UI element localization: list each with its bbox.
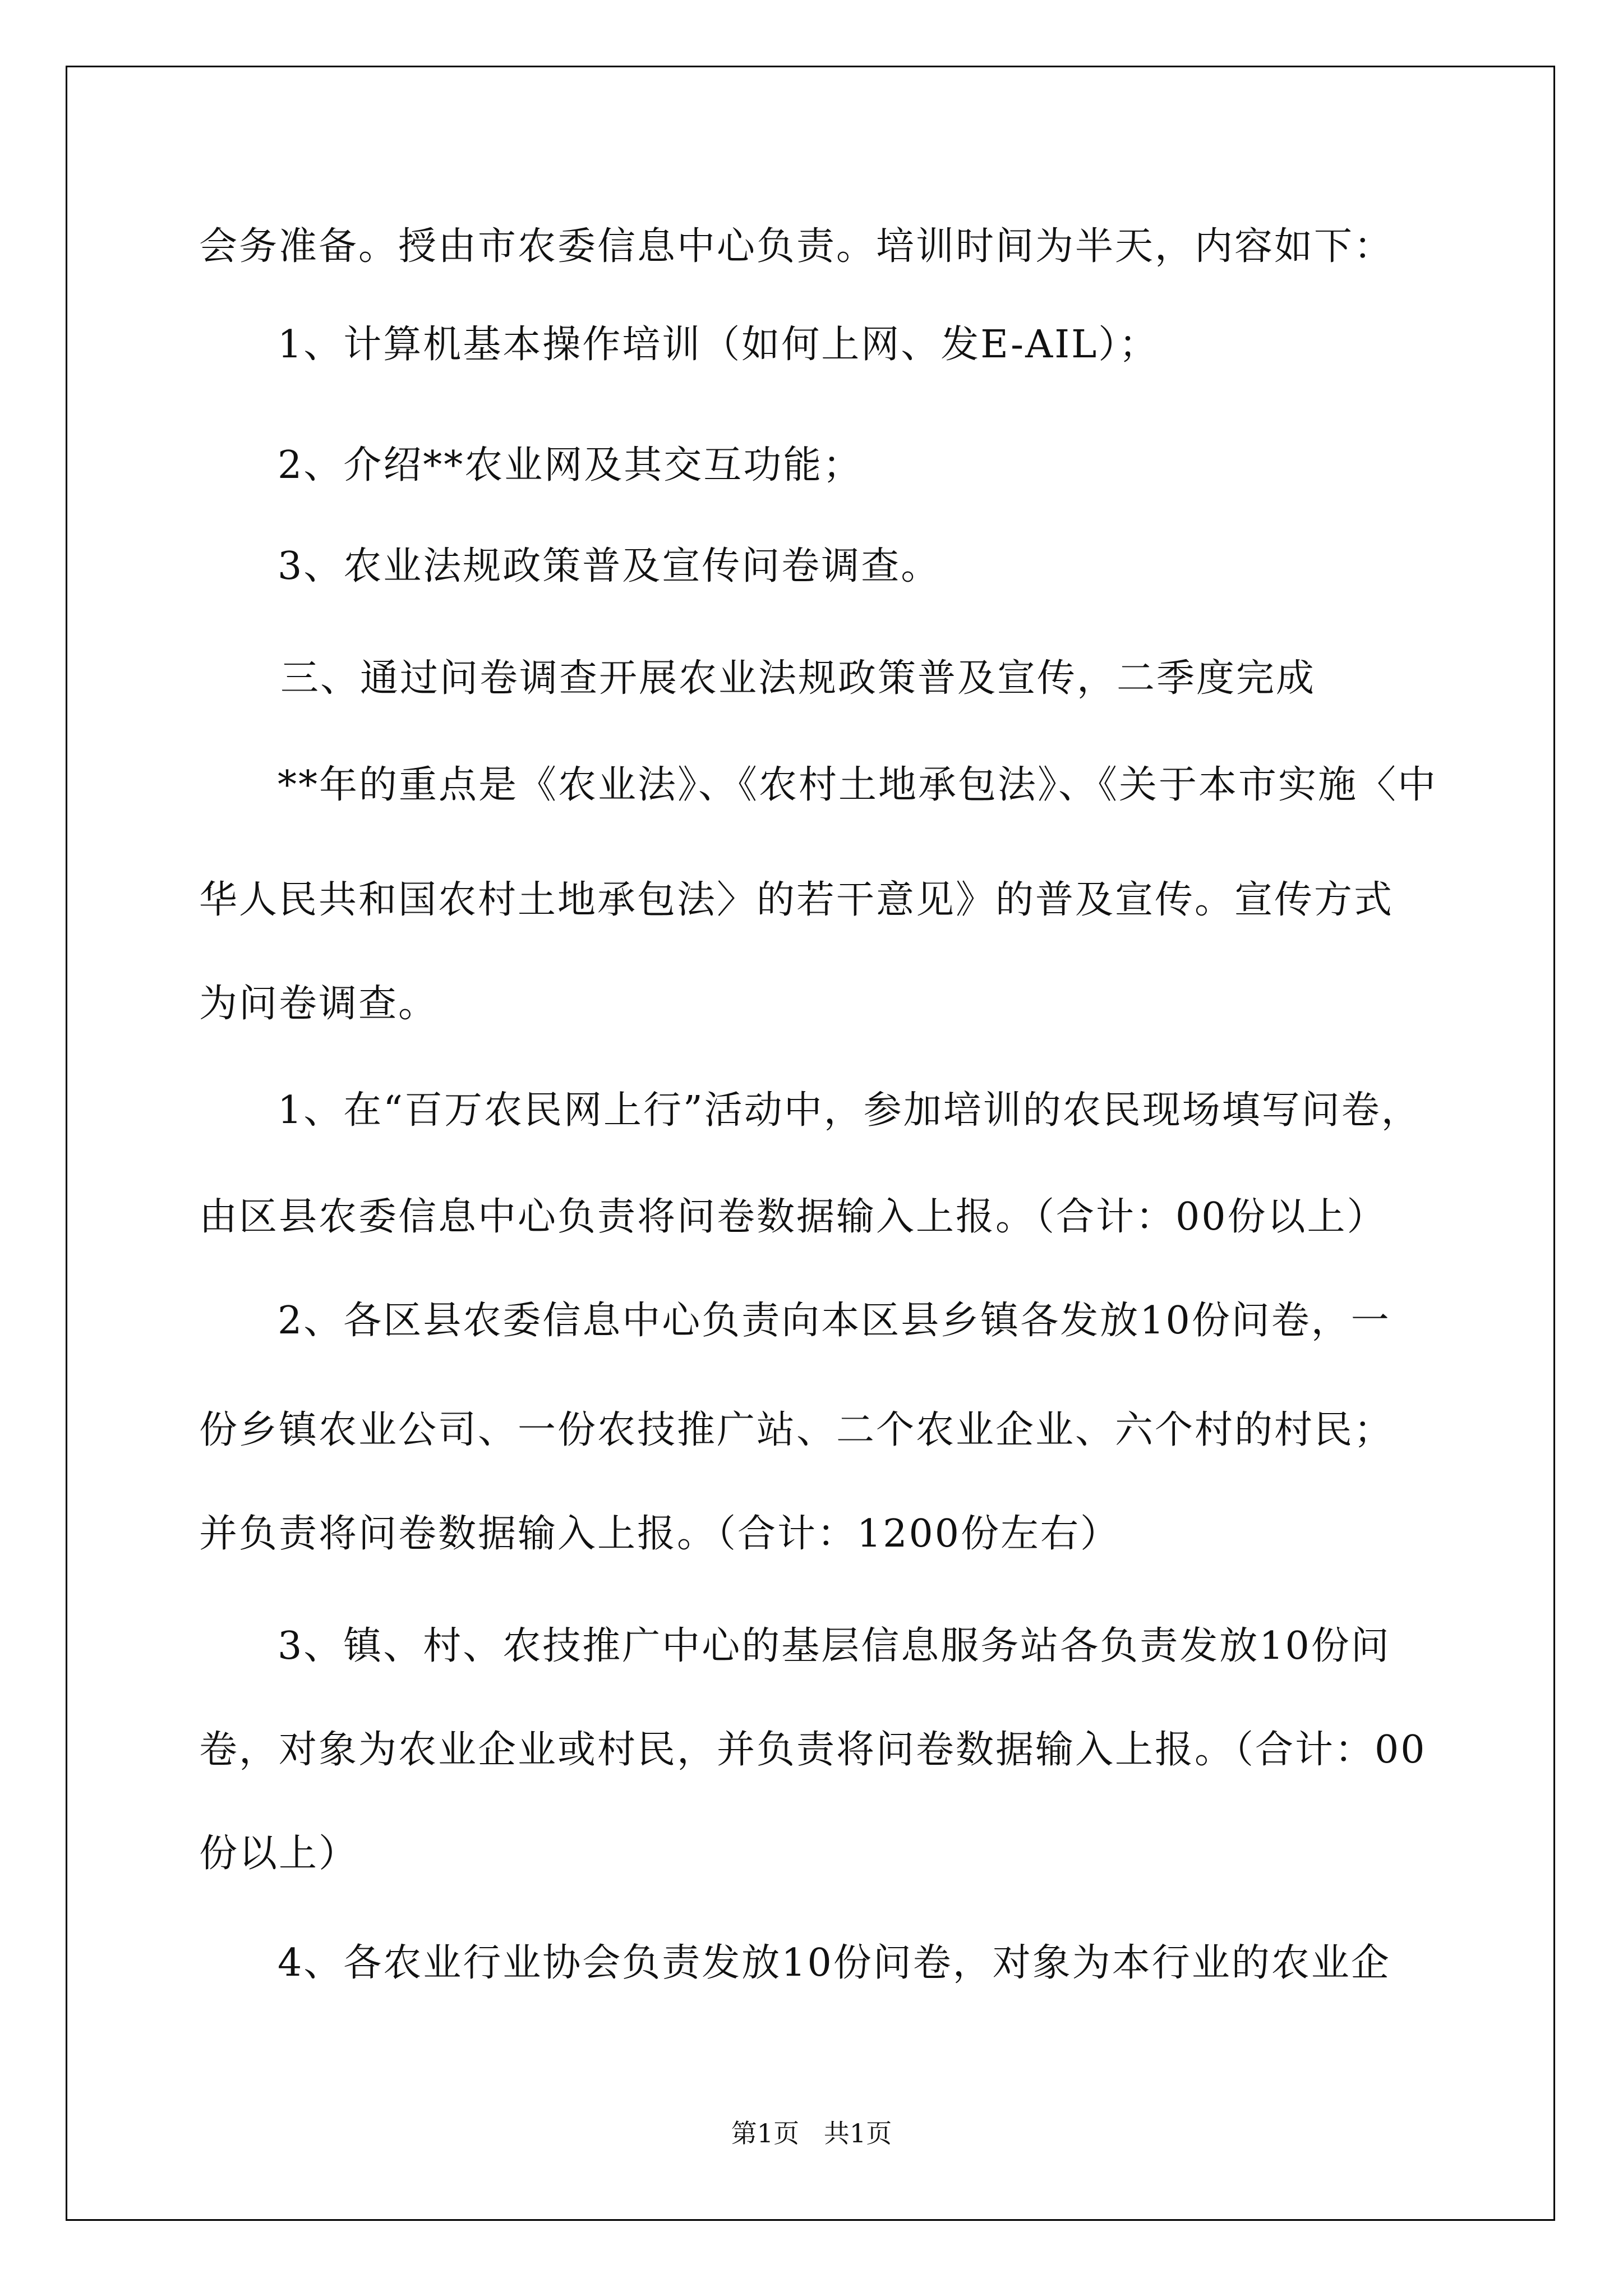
page-border [66,66,1555,2221]
section-heading: 三、通过问卷调查开展农业法规政策普及宣传，二季度完成 [280,656,1316,701]
text-line: 由区县农委信息中心负责将问卷数据输入上报。（合计：00份以上） [199,1195,1387,1239]
text-line: 3、镇、村、农技推广中心的基层信息服务站各负责发放10份问 [278,1624,1391,1668]
text-line: 4、各农业行业协会负责发放10份问卷，对象为本行业的农业企 [278,1941,1391,1985]
text-line: 份乡镇农业公司、一份农技推广站、二个农业企业、六个村的村民； [199,1408,1394,1452]
text-line: 份以上） [199,1832,359,1876]
page-footer: 第1页 共1页 [731,2118,892,2148]
text-line: 2、各区县农委信息中心负责向本区县乡镇各发放10份问卷，一 [278,1299,1391,1343]
text-line: 3、农业法规政策普及宣传问卷调查。 [278,544,941,588]
text-line: 华人民共和国农村土地承包法〉的若干意见》的普及宣传。宣传方式 [199,878,1394,922]
text-line: 1、计算机基本操作培训（如何上网、发E-AIL）； [278,323,1159,367]
text-line: 1、在“百万农民网上行”活动中，参加培训的农民现场填写问卷， [278,1088,1421,1133]
text-line: 2、介绍**农业网及其交互功能； [278,443,863,487]
text-line: **年的重点是《农业法》、《农村土地承包法》、《关于本市实施〈中 [278,763,1438,807]
text-line: 会务准备。授由市农委信息中心负责。培训时间为半天，内容如下： [199,224,1394,269]
text-line: 卷，对象为农业企业或村民，并负责将问卷数据输入上报。（合计：00 [199,1728,1427,1772]
text-line: 为问卷调查。 [199,982,439,1026]
text-line: 并负责将问卷数据输入上报。（合计：1200份左右） [199,1512,1121,1556]
